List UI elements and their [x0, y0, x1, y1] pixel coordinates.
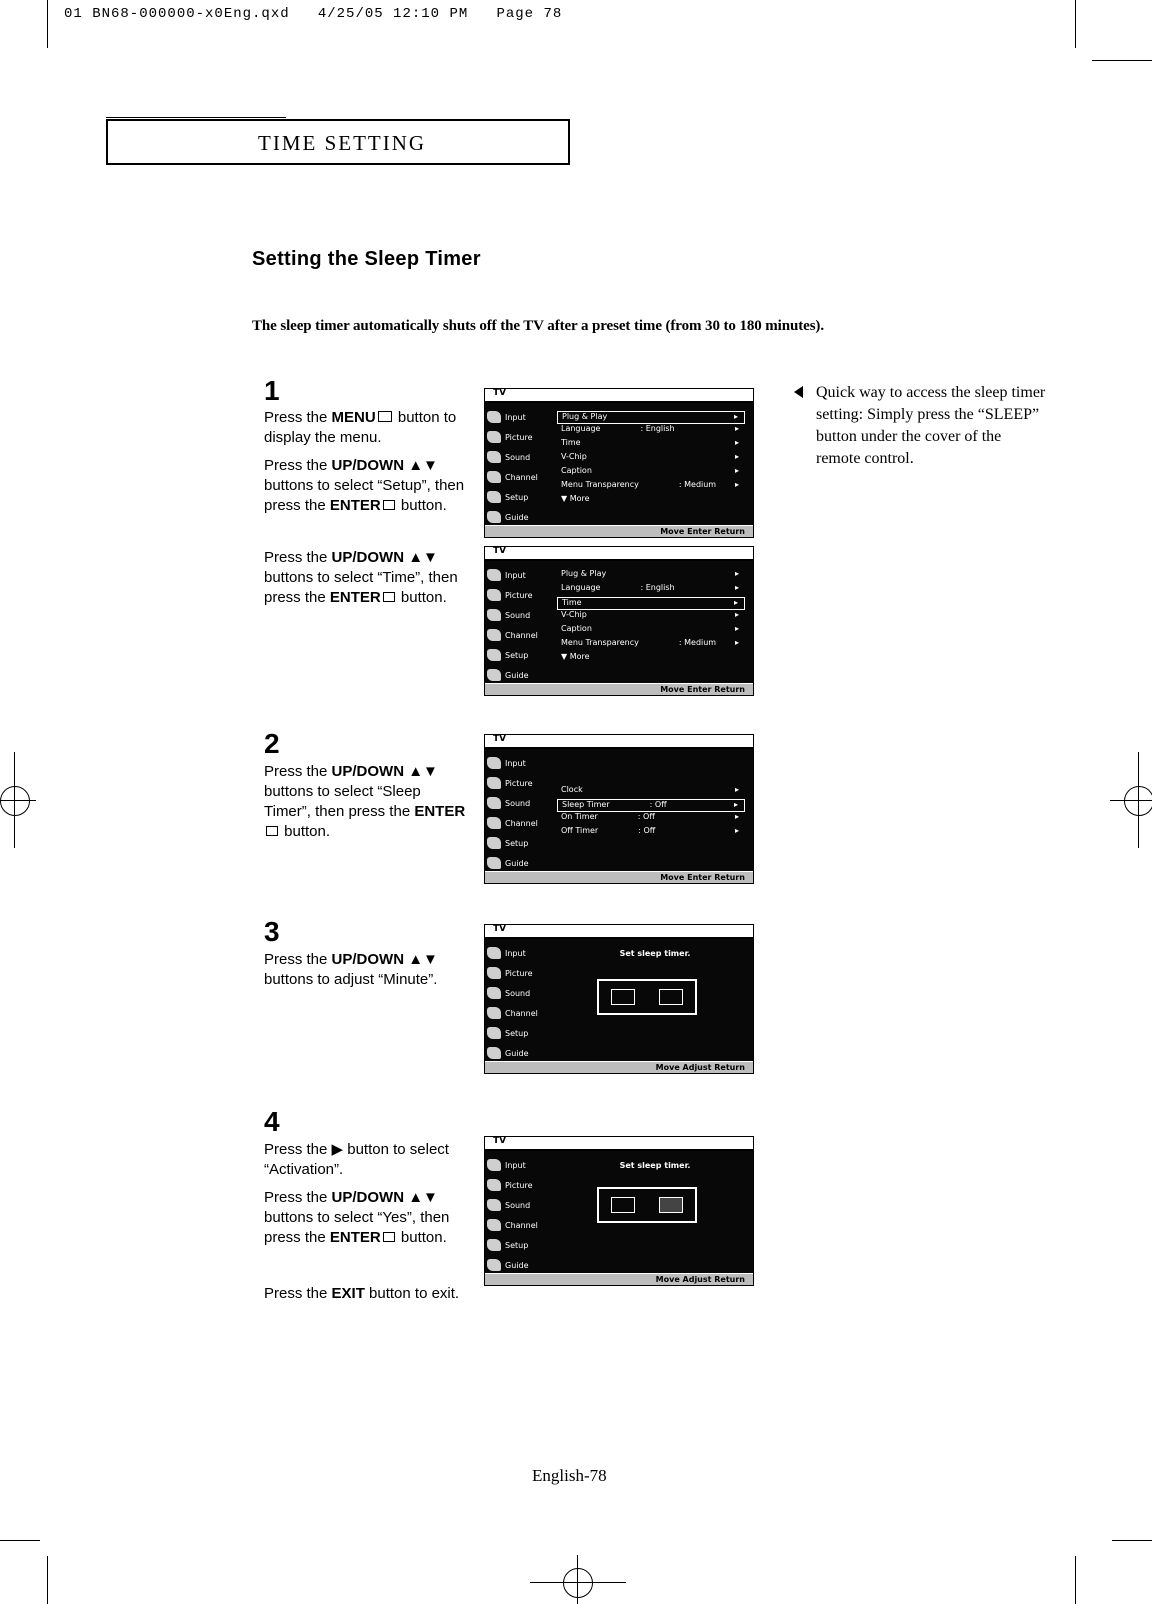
sidebar-item-input [487, 565, 551, 585]
channel-icon [487, 1219, 501, 1231]
menu-value [607, 412, 734, 423]
channel-icon [487, 1007, 501, 1019]
menu-label: Language [561, 424, 601, 433]
sidebar-item-channel [487, 813, 551, 833]
tv-sidebar [487, 943, 551, 1063]
crop-mark [0, 1540, 40, 1541]
sidebar-label: Channel [505, 1008, 538, 1018]
menu-label: Menu Transparency [561, 480, 639, 489]
sidebar-label: Input [505, 570, 526, 580]
menu-value: : Off [649, 800, 667, 809]
picture-icon [487, 967, 501, 979]
step-number: 3 [264, 916, 280, 947]
menu-value [587, 610, 735, 624]
menu-item [557, 480, 745, 494]
sidebar-item-guide [487, 665, 551, 685]
sidebar-item-sound [487, 793, 551, 813]
arrow-right-icon: ▸ [734, 452, 739, 461]
sidebar-label: Guide [505, 670, 529, 680]
input-icon [487, 947, 501, 959]
tv-sidebar [487, 1155, 551, 1275]
menu-item [557, 466, 745, 480]
sidebar-label: Picture [505, 432, 533, 442]
tv-menu [557, 411, 745, 508]
arrow-right-icon: ▸ [734, 424, 739, 433]
menu-item [557, 826, 745, 840]
tv-label: TV [493, 388, 507, 398]
step-number: 2 [264, 728, 280, 759]
arrow-right-icon: ▸ [734, 438, 739, 447]
tv-title-bar [485, 547, 753, 561]
arrow-right-icon: ▸ [734, 466, 739, 475]
print-header: 01 BN68-000000-x0Eng.qxd 4/25/05 12:10 PM Page 78 [64, 6, 563, 22]
enter-button-icon [383, 592, 395, 602]
tv-label: TV [493, 546, 507, 556]
sidebar-label: Input [505, 948, 526, 958]
sleep-timer-dialog [597, 979, 697, 1015]
tv-screenshot-time [484, 734, 754, 884]
tv-label: TV [493, 1136, 507, 1146]
menu-label: ▼ More [561, 494, 590, 503]
menu-label: Plug & Play [561, 569, 607, 578]
sidebar-item-guide [487, 1043, 551, 1063]
guide-icon [487, 1047, 501, 1059]
text-run: button to exit. [364, 1285, 460, 1302]
sound-icon [487, 451, 501, 463]
channel-icon [487, 817, 501, 829]
sleep-timer-dialog [597, 1187, 697, 1223]
tv-bottom-bar: Move Adjust Return [485, 1061, 753, 1073]
crop-mark [1112, 1540, 1152, 1541]
bold-run: MENU [331, 409, 376, 426]
menu-button-icon [378, 411, 392, 422]
input-icon [487, 569, 501, 581]
bold-run: UP/DOWN ▲▼ [331, 763, 438, 780]
bold-run: UP/DOWN ▲▼ [331, 1189, 438, 1206]
menu-value [592, 466, 735, 480]
menu-label: On Timer [561, 812, 598, 821]
text-run: buttons to select “Yes”, then press the [264, 1209, 450, 1246]
text-run: button. [396, 497, 447, 514]
crop-mark [47, 0, 48, 48]
setup-icon [487, 837, 501, 849]
sidebar-label: Sound [505, 1200, 531, 1210]
menu-item [557, 494, 745, 508]
input-icon [487, 757, 501, 769]
step-paragraph [264, 762, 469, 842]
menu-label: ▼ More [561, 652, 590, 661]
menu-item [557, 624, 745, 638]
registration-mark [0, 786, 30, 816]
text-run: Press the [264, 1285, 332, 1302]
sound-icon [487, 797, 501, 809]
menu-item [557, 583, 745, 597]
channel-icon [487, 471, 501, 483]
activation-field [659, 1197, 683, 1213]
picture-icon [487, 1179, 501, 1191]
dialog-title: Set sleep timer. [619, 949, 691, 958]
sidebar-label: Sound [505, 988, 531, 998]
sidebar-label: Channel [505, 630, 538, 640]
step-paragraph: Press the ▶ button to select “Activation”. [264, 1141, 449, 1178]
tv-menu [557, 785, 745, 840]
sidebar-label: Sound [505, 798, 531, 808]
tv-screenshot-sleep-dialog [484, 924, 754, 1074]
input-icon [487, 1159, 501, 1171]
tv-bottom-bar: Move Adjust Return [485, 1273, 753, 1285]
text-run: button. [396, 589, 447, 606]
bold-run: UP/DOWN ▲▼ [331, 457, 438, 474]
sidebar-item-channel [487, 467, 551, 487]
text-run: button. [280, 823, 331, 840]
menu-item [557, 610, 745, 624]
tv-bottom-bar: Move Enter Return [485, 683, 753, 695]
menu-item [557, 597, 745, 610]
sidebar-label: Input [505, 758, 526, 768]
tv-sidebar [487, 407, 551, 527]
menu-value [582, 598, 734, 609]
sidebar-item-sound [487, 1195, 551, 1215]
setup-icon [487, 491, 501, 503]
minute-field [611, 1197, 635, 1213]
bold-run: ENTER [329, 1229, 381, 1246]
menu-value: : Off [637, 812, 655, 821]
menu-item [557, 812, 745, 826]
setup-icon [487, 1027, 501, 1039]
input-icon [487, 411, 501, 423]
setup-icon [487, 649, 501, 661]
sidebar-item-input [487, 407, 551, 427]
sidebar-item-setup [487, 487, 551, 507]
guide-icon [487, 669, 501, 681]
menu-item [557, 638, 745, 652]
tv-sidebar [487, 565, 551, 685]
tv-menu [557, 569, 745, 666]
menu-label: Sleep Timer [562, 800, 610, 809]
sidebar-label: Picture [505, 778, 533, 788]
guide-icon [487, 511, 501, 523]
channel-icon [487, 629, 501, 641]
menu-value: : English [640, 424, 675, 433]
tv-title-bar [485, 925, 753, 939]
sidebar-item-setup [487, 645, 551, 665]
menu-item [557, 438, 745, 452]
menu-label: Plug & Play [562, 412, 608, 421]
sidebar-item-setup [487, 1023, 551, 1043]
menu-item [557, 785, 745, 799]
minute-field [611, 989, 635, 1005]
enter-button-icon [383, 500, 395, 510]
enter-button-icon [266, 826, 278, 836]
menu-label: Caption [561, 466, 592, 475]
sidebar-label: Guide [505, 858, 529, 868]
text-run: button to display the menu. [264, 409, 457, 446]
step-paragraph [264, 950, 469, 990]
sidebar-label: Setup [505, 838, 529, 848]
sidebar-item-input [487, 943, 551, 963]
section-rule [106, 117, 286, 118]
text-run: buttons to select “Sleep Timer”, then press the [264, 783, 421, 820]
step-paragraph [264, 456, 469, 516]
tv-bottom-bar: Move Enter Return [485, 871, 753, 883]
step-paragraph [264, 548, 469, 608]
sidebar-label: Input [505, 412, 526, 422]
step-number: 1 [264, 375, 280, 406]
sidebar-label: Guide [505, 1260, 529, 1270]
arrow-right-icon: ▸ [734, 610, 739, 619]
step-paragraph [264, 1188, 469, 1248]
sidebar-item-guide [487, 1255, 551, 1275]
menu-label: Clock [561, 785, 583, 794]
menu-label: V-Chip [561, 452, 587, 461]
registration-mark [563, 1568, 593, 1598]
menu-item [557, 424, 745, 438]
bold-run: ENTER [329, 589, 381, 606]
bold-run: ENTER [329, 497, 381, 514]
crop-mark [1092, 60, 1152, 61]
step-number: 4 [264, 1106, 280, 1137]
menu-item [557, 452, 745, 466]
tv-title-bar [485, 1137, 753, 1151]
menu-value: : English [640, 583, 675, 592]
sidebar-item-channel [487, 1003, 551, 1023]
sidebar-item-sound [487, 983, 551, 1003]
text-run: Press the [264, 1189, 332, 1206]
text-run: button. [396, 1229, 447, 1246]
sidebar-item-picture [487, 585, 551, 605]
menu-label: Caption [561, 624, 592, 633]
step-paragraph [264, 408, 469, 448]
menu-value [583, 785, 735, 799]
sidebar-item-picture [487, 773, 551, 793]
menu-label: Time [561, 438, 581, 447]
text-run: buttons to select “Setup”, then press the [264, 477, 465, 514]
tv-label: TV [493, 924, 507, 934]
arrow-right-icon: ▸ [734, 812, 739, 821]
sidebar-label: Setup [505, 1028, 529, 1038]
page-footer: English-78 [532, 1466, 607, 1485]
crop-mark [1075, 0, 1076, 48]
sidebar-label: Channel [505, 818, 538, 828]
arrow-right-icon: ▸ [733, 800, 738, 809]
arrow-right-icon: ▸ [734, 826, 739, 835]
guide-icon [487, 857, 501, 869]
menu-label: Language [561, 583, 601, 592]
tv-screenshot-setup-time [484, 546, 754, 696]
sidebar-item-sound [487, 447, 551, 467]
arrow-right-icon: ▸ [734, 583, 739, 592]
text-run: Press the [264, 549, 332, 566]
setup-icon [487, 1239, 501, 1251]
enter-button-icon [383, 1232, 395, 1242]
picture-icon [487, 777, 501, 789]
tv-title-bar [485, 389, 753, 403]
text-run: buttons to adjust “Minute”. [264, 971, 438, 988]
sidebar-item-sound [487, 605, 551, 625]
text-run: buttons to select “Time”, then press the [264, 569, 458, 606]
sidebar-item-setup [487, 833, 551, 853]
sidebar-label: Sound [505, 452, 531, 462]
sidebar-label: Setup [505, 492, 529, 502]
sidebar-item-setup [487, 1235, 551, 1255]
sidebar-label: Sound [505, 610, 531, 620]
sidebar-label: Setup [505, 1240, 529, 1250]
tv-sidebar [487, 753, 551, 873]
registration-mark [1124, 786, 1152, 816]
arrow-right-icon: ▸ [734, 569, 739, 578]
menu-label: Off Timer [561, 826, 599, 835]
menu-value [581, 438, 735, 452]
sidebar-label: Guide [505, 512, 529, 522]
sidebar-label: Picture [505, 590, 533, 600]
step-paragraph [264, 1284, 469, 1304]
menu-item [557, 569, 745, 583]
arrow-right-icon: ▸ [734, 785, 739, 794]
arrow-right-icon: ▸ [734, 480, 739, 489]
picture-icon [487, 431, 501, 443]
tv-label: TV [493, 734, 507, 744]
bold-run: UP/DOWN ▲▼ [331, 549, 438, 566]
menu-item [557, 799, 745, 812]
text-run: Press the [264, 951, 332, 968]
menu-value: : Medium [678, 638, 717, 647]
picture-icon [487, 589, 501, 601]
sidebar-item-guide [487, 853, 551, 873]
tv-bottom-bar: Move Enter Return [485, 525, 753, 537]
menu-value [606, 569, 735, 583]
sidebar-label: Guide [505, 1048, 529, 1058]
menu-value [592, 624, 735, 638]
text-run: Press the [264, 763, 332, 780]
crop-mark [1075, 1556, 1076, 1604]
section-title-box [106, 119, 570, 165]
sidebar-label: Input [505, 1160, 526, 1170]
sidebar-item-channel [487, 625, 551, 645]
sidebar-item-input [487, 1155, 551, 1175]
tv-screenshot-sleep-activation [484, 1136, 754, 1286]
sound-icon [487, 1199, 501, 1211]
page-heading: Setting the Sleep Timer [252, 248, 481, 270]
sidebar-label: Picture [505, 968, 533, 978]
sidebar-item-input [487, 753, 551, 773]
tv-screenshot-setup [484, 388, 754, 538]
sidebar-item-picture [487, 963, 551, 983]
menu-value [587, 452, 735, 466]
sidebar-label: Picture [505, 1180, 533, 1190]
bold-run: EXIT [331, 1285, 365, 1302]
menu-item [557, 652, 745, 666]
menu-label: Time [562, 598, 582, 607]
menu-item [557, 411, 745, 424]
section-title: TIME SETTING [258, 131, 427, 155]
arrow-right-icon: ▸ [733, 412, 738, 421]
intro-text: The sleep timer automatically shuts off the TV after a preset time (from 30 to 180 minutes). [252, 318, 824, 334]
sidebar-label: Setup [505, 650, 529, 660]
sidebar-label: Channel [505, 1220, 538, 1230]
sound-icon [487, 987, 501, 999]
menu-label: V-Chip [561, 610, 587, 619]
arrow-right-icon: ▸ [733, 598, 738, 607]
dialog-title: Set sleep timer. [619, 1161, 691, 1170]
sidebar-item-picture [487, 427, 551, 447]
bold-run: ENTER [414, 803, 466, 820]
sound-icon [487, 609, 501, 621]
sidebar-label: Channel [505, 472, 538, 482]
text-run: Press the [264, 409, 332, 426]
arrow-right-icon: ▸ [734, 624, 739, 633]
guide-icon [487, 1259, 501, 1271]
activation-field [659, 989, 683, 1005]
menu-label: Menu Transparency [561, 638, 639, 647]
crop-mark [47, 1556, 48, 1604]
tip-text: Quick way to access the sleep timer setting: Simply press the “SLEEP” button under the cover of the remote control. [816, 384, 1046, 467]
tip-arrow-icon [794, 386, 803, 398]
menu-value: : Off [638, 826, 656, 835]
sidebar-item-channel [487, 1215, 551, 1235]
arrow-right-icon: ▸ [734, 638, 739, 647]
sidebar-item-picture [487, 1175, 551, 1195]
sidebar-item-guide [487, 507, 551, 527]
text-run: Press the [264, 457, 332, 474]
menu-value: : Medium [678, 480, 717, 489]
tv-title-bar [485, 735, 753, 749]
bold-run: UP/DOWN ▲▼ [331, 951, 438, 968]
